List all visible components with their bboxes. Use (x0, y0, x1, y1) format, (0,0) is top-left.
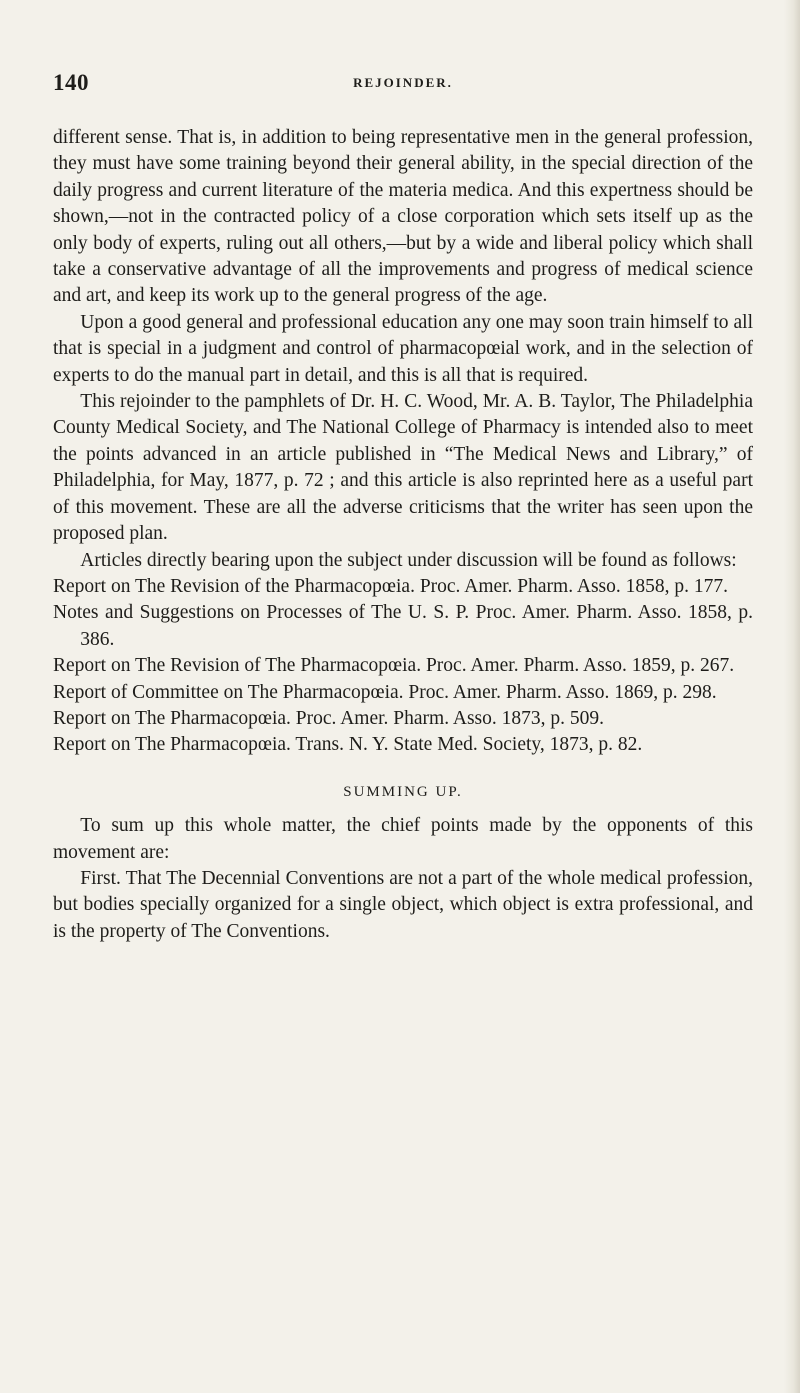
paragraph-summing-intro: To sum up this whole matter, the chief points made by the opponents of this movement are: (53, 815, 753, 863)
reference-item: Report on The Pharmacopœia. Trans. N. Y. State Med. Society, 1873, p. 82. (53, 734, 643, 756)
reference-item: Report on The Revision of The Pharmacopœia. Proc. Amer. Pharm. Asso. 1859, p. 267. (53, 655, 735, 677)
paragraph-education: Upon a good general and professional education any one may soon train himself to all that is special in a judgment and control of pharmacopœial work, and in the selection of experts to do the manual part in detail, and this is all that is required. (53, 311, 753, 386)
page-body (53, 125, 753, 945)
reference-item: Report on The Pharmacopœia. Proc. Amer. Pharm. Asso. 1873, p. 509. (53, 707, 604, 729)
page-number: 140 (53, 70, 89, 95)
paragraph-rejoinder: This rejoinder to the pamphlets of Dr. H. C. Wood, Mr. A. B. Taylor, The Philadelphia County Medical Society, and The National College of Pharmacy is intended also to meet the points advanced in an article published in “The Medical News and Library,” of Philadelphia, for May, 1877, p. 72 ; and this article is also reprinted here as a useful part of this movement. These are all the adverse criticisms that the writer has seen upon the proposed plan. (53, 391, 753, 545)
reference-item: Report of Committee on The Pharmacopœia. Proc. Amer. Pharm. Asso. 1869, p. 298. (53, 681, 717, 703)
reference-item: Report on The Revision of the Pharmacopœia. Proc. Amer. Pharm. Asso. 1858, p. 177. (53, 575, 729, 597)
reference-item: Notes and Suggestions on Processes of The U. S. P. Proc. Amer. Pharm. Asso. 1858, p. 386. (53, 602, 753, 650)
paragraph-continuation: different sense. That is, in addition to being representative men in the general profession, they must have some training beyond their general ability, in the special direction of the daily progress and current literature of the materia medica. And this expertness should be shown,—not in the contracted policy of a close corporation which sets itself up as the only body of experts, ruling out all others,—but by a wide and liberal policy which shall take a conservative advantage of all the improvements and progress of medical science and art, and keep its work up to the general progress of the age. (53, 127, 753, 307)
page-edge (784, 0, 800, 1393)
paragraph-articles-intro: Articles directly bearing upon the subject under discussion will be found as follows: (80, 549, 737, 571)
paragraph-first-point: First. That The Decennial Conventions are not a part of the whole medical profession, but bodies specially organized for a single object, which object is extra professional, and is the property of The Conventions. (53, 867, 753, 942)
running-head: REJOINDER. (353, 75, 453, 90)
section-heading: SUMMING UP. (343, 783, 463, 800)
page-header (53, 70, 753, 100)
